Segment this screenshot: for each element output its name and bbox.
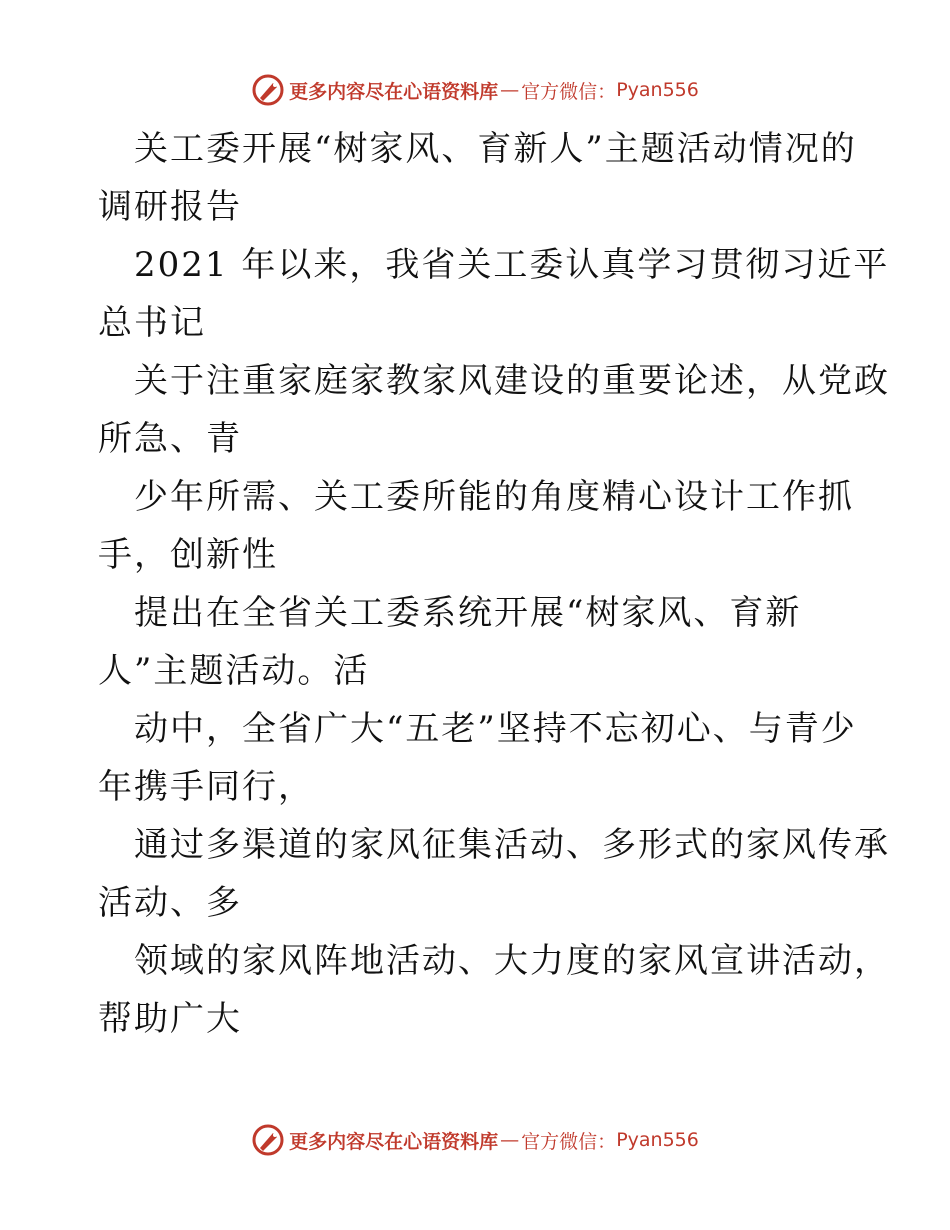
paragraph-line: 活动、多 bbox=[98, 883, 242, 923]
watermark-brand: 更多内容尽在心语资料库 bbox=[289, 1130, 499, 1153]
paragraph-line: 领域的家风阵地活动、大力度的家风宣讲活动， bbox=[134, 941, 890, 981]
watermark-separator: — bbox=[500, 79, 520, 101]
watermark-footer bbox=[0, 1120, 950, 1160]
pen-nib-logo-icon bbox=[251, 73, 285, 107]
watermark-account: Pyan556 bbox=[616, 79, 699, 101]
watermark-header bbox=[0, 70, 950, 110]
paragraph-line: 人”主题活动。活 bbox=[98, 651, 370, 691]
watermark-account: Pyan556 bbox=[616, 1129, 699, 1151]
watermark-brand: 更多内容尽在心语资料库 bbox=[289, 80, 499, 103]
paragraph-line: 2021 年以来，我省关工委认真学习贯彻习近平 bbox=[134, 245, 890, 285]
paragraph-line: 帮助广大 bbox=[98, 999, 242, 1039]
paragraph-line: 关于注重家庭家教家风建设的重要论述，从党政 bbox=[134, 361, 890, 401]
paragraph-line: 少年所需、关工委所能的角度精心设计工作抓 bbox=[134, 477, 854, 517]
pen-nib-logo-icon bbox=[251, 1123, 285, 1157]
paragraph-line: 调研报告 bbox=[98, 187, 242, 227]
paragraph-line: 提出在全省关工委系统开展“树家风、育新 bbox=[134, 593, 802, 633]
paragraph-line: 所急、青 bbox=[98, 419, 242, 459]
paragraph-line: 年携手同行， bbox=[98, 767, 314, 807]
paragraph-line: 手，创新性 bbox=[98, 535, 278, 575]
paragraph-line: 通过多渠道的家风征集活动、多形式的家风传承 bbox=[134, 825, 890, 865]
paragraph-line: 动中，全省广大“五老”坚持不忘初心、与青少 bbox=[134, 709, 857, 749]
watermark-contact-label: 官方微信： bbox=[521, 1130, 617, 1153]
watermark-separator: — bbox=[500, 1129, 520, 1151]
paragraph-line: 总书记 bbox=[98, 303, 206, 343]
watermark-contact-label: 官方微信： bbox=[521, 80, 617, 103]
paragraph-line: 关工委开展“树家风、育新人”主题活动情况的 bbox=[134, 129, 857, 169]
